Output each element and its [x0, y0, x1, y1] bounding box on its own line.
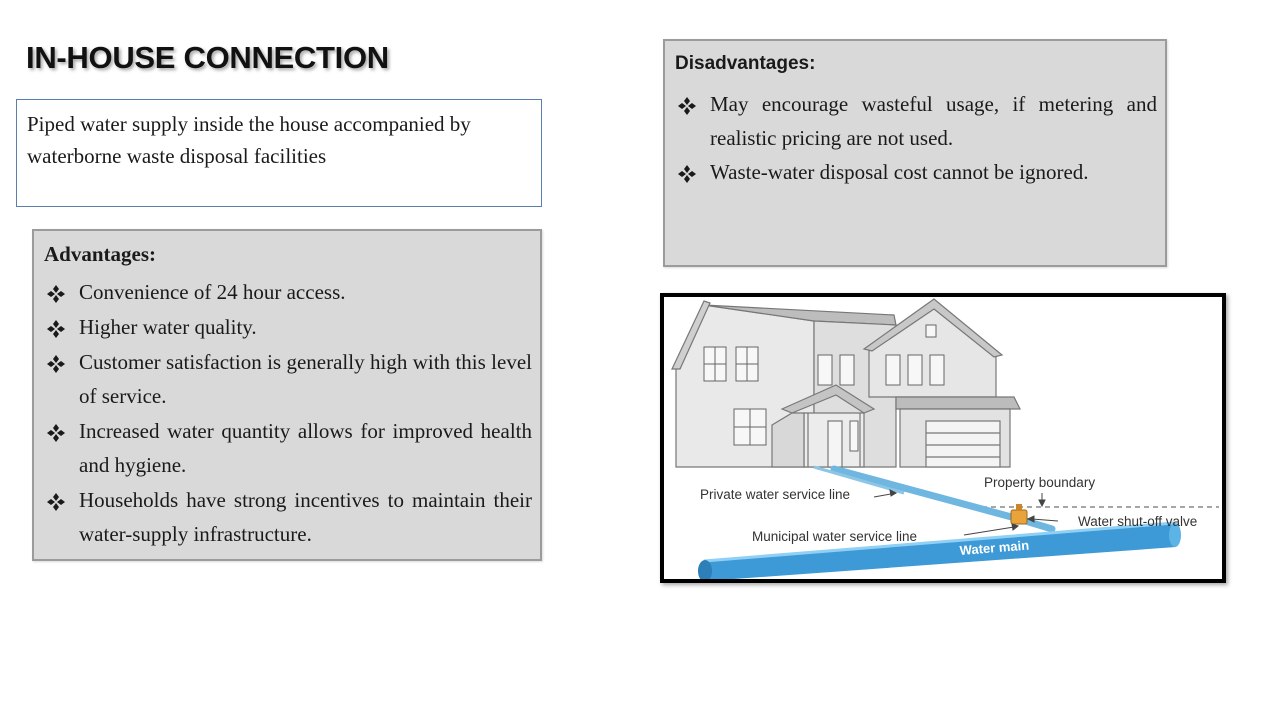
municipal-line-label: Municipal water service line [752, 529, 918, 544]
disadvantages-list [675, 87, 1157, 189]
advantages-list [44, 275, 532, 551]
list-item [44, 310, 532, 344]
diamond-bullet-icon [678, 165, 696, 183]
list-item [44, 345, 532, 413]
shutoff-valve-label: Water shut-off valve [1078, 514, 1198, 529]
house-connection-figure [660, 293, 1226, 583]
diamond-bullet-icon [47, 285, 65, 303]
advantages-heading: Advantages: [44, 242, 157, 266]
diamond-bullet-icon [47, 493, 65, 511]
property-boundary-label: Property boundary [984, 475, 1096, 490]
advantage-text: Customer satisfaction is generally high with this level of service. [79, 350, 532, 408]
advantage-text: Households have strong incentives to maintain their water-supply infrastructure. [79, 488, 532, 546]
water-main-label: Water main [959, 537, 1030, 558]
list-item [44, 483, 532, 551]
disadvantage-text: May encourage wasteful usage, if metering and realistic pricing are not used. [710, 92, 1157, 150]
disadvantage-text: Waste-water disposal cost cannot be ignored. [710, 160, 1089, 184]
list-item [675, 87, 1157, 155]
advantage-text: Convenience of 24 hour access. [79, 280, 346, 304]
advantage-text: Higher water quality. [79, 315, 257, 339]
list-item [44, 414, 532, 482]
diamond-bullet-icon [47, 355, 65, 373]
diamond-bullet-icon [47, 320, 65, 338]
disadvantages-heading: Disadvantages: [675, 53, 816, 74]
diamond-bullet-icon [47, 424, 65, 442]
disadvantages-panel [663, 39, 1167, 267]
slide-title: IN-HOUSE CONNECTION [26, 40, 389, 75]
diamond-bullet-icon [678, 97, 696, 115]
definition-box: Piped water supply inside the house accompanied by waterborne waste disposal facilities [16, 99, 542, 207]
advantage-text: Increased water quantity allows for improved health and hygiene. [79, 419, 532, 477]
private-line-label: Private water service line [700, 487, 851, 502]
list-item [675, 155, 1157, 189]
list-item [44, 275, 532, 309]
house-diagram [664, 297, 1222, 579]
advantages-panel [32, 229, 542, 561]
